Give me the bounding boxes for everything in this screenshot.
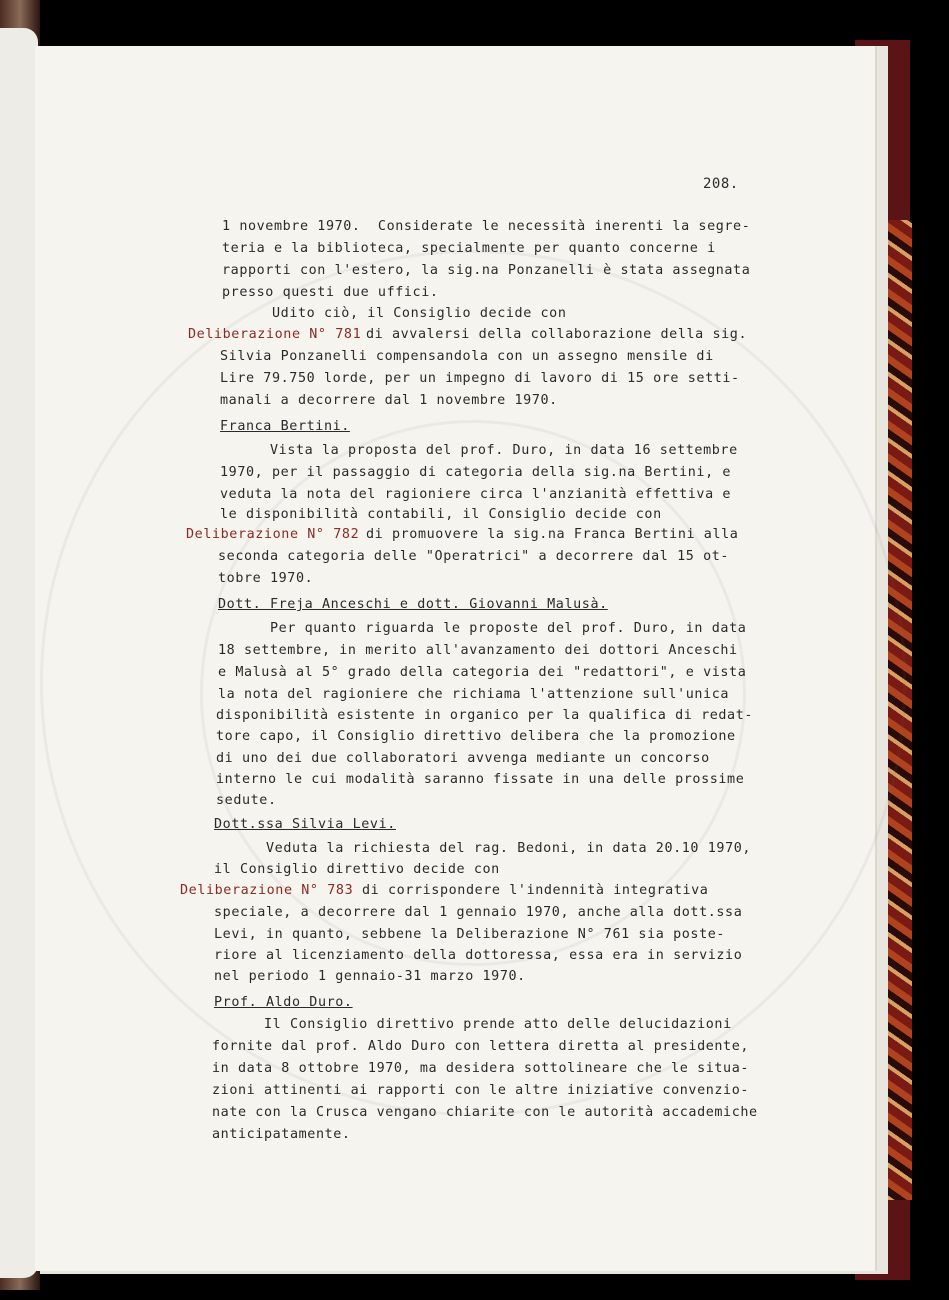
text-line: 1970, per il passaggio di categoria della sig.na Bertini, e [220, 465, 732, 480]
section-heading: Dott.ssa Silvia Levi. [214, 817, 396, 832]
deliberation-label: Deliberazione N° 783 [180, 883, 354, 898]
section-heading: Franca Bertini. [220, 419, 350, 434]
text-line: Udito ciò, il Consiglio decide con [272, 306, 567, 321]
text-line: nel periodo 1 gennaio-31 marzo 1970. [214, 969, 526, 984]
text-line: Silvia Ponzanelli compensandola con un assegno mensile di [220, 349, 714, 364]
text-line: di uno dei due collaboratori avvenga mediante un concorso [216, 751, 710, 766]
text-line: tore capo, il Consiglio direttivo delibera che la promozione [216, 729, 736, 744]
section-heading: Prof. Aldo Duro. [214, 995, 353, 1010]
text-line: teria e la biblioteca, specialmente per quanto concerne i [222, 241, 716, 256]
text-line: fornite dal prof. Aldo Duro con lettera diretta al presidente, [212, 1039, 750, 1054]
text-line: le disponibilità contabili, il Consiglio decide con [220, 507, 662, 522]
text-line: di avvalersi della collaborazione della sig. [366, 327, 748, 342]
text-line: di corrispondere l'indennità integrativa [362, 883, 709, 898]
text-line: speciale, a decorrere dal 1 gennaio 1970, anche alla dott.ssa [214, 905, 743, 920]
text-line: manali a decorrere dal 1 novembre 1970. [220, 393, 558, 408]
text-line: riore al licenziamento della dottoressa, essa era in servizio [214, 948, 743, 963]
text-line: sedute. [216, 793, 277, 808]
text-line: 18 settembre, in merito all'avanzamento dei dottori Anceschi [218, 643, 738, 658]
text-line: nate con la Crusca vengano chiarite con le autorità accademiche [212, 1105, 758, 1120]
text-line: 1 novembre 1970. Considerate le necessità inerenti la segre- [222, 219, 751, 234]
text-line: tobre 1970. [218, 571, 314, 586]
text-line: in data 8 ottobre 1970, ma desidera sottolineare che le situa- [212, 1061, 750, 1076]
text-line: e Malusà al 5° grado della categoria dei "redattori", e vista [218, 665, 747, 680]
text-line: presso questi due uffici. [222, 285, 439, 300]
text-line: la nota del ragioniere che richiama l'attenzione sull'unica [218, 687, 730, 702]
left-page-edge [0, 28, 38, 1278]
text-line: Veduta la richiesta del rag. Bedoni, in data 20.10 1970, [266, 841, 752, 856]
text-line: rapporti con l'estero, la sig.na Ponzanelli è stata assegnata [222, 263, 751, 278]
text-line: anticipatamente. [212, 1127, 351, 1142]
text-line: seconda categoria delle "Operatrici" a decorrere dal 15 ot- [218, 549, 730, 564]
text-line: Il Consiglio direttivo prende atto delle delucidazioni [264, 1017, 732, 1032]
text-line: Per quanto riguarda le proposte del prof. Duro, in data [270, 621, 747, 636]
section-heading: Dott. Freja Anceschi e dott. Giovanni Malusà. [218, 597, 608, 612]
deliberation-label: Deliberazione N° 782 [186, 527, 360, 542]
deliberation-label: Deliberazione N° 781 [188, 327, 362, 342]
text-line: Levi, in quanto, sebbene la Deliberazione N° 761 sia poste- [214, 927, 726, 942]
page-number: 208. [703, 176, 739, 192]
text-line: disponibilità esistente in organico per la qualifica di redat- [216, 708, 754, 723]
text-line: veduta la nota del ragioniere circa l'anzianità effettiva e [220, 487, 732, 502]
text-line: Vista la proposta del prof. Duro, in data 16 settembre [270, 443, 738, 458]
text-line: Lire 79.750 lorde, per un impegno di lavoro di 15 ore setti- [220, 371, 740, 386]
text-line: zioni attinenti ai rapporti con le altre iniziative convenzio- [212, 1083, 750, 1098]
text-line: il Consiglio direttivo decide con [214, 862, 500, 877]
text-line: di promuovere la sig.na Franca Bertini alla [366, 527, 739, 542]
text-line: interno le cui modalità saranno fissate in una delle prossime [216, 772, 745, 787]
